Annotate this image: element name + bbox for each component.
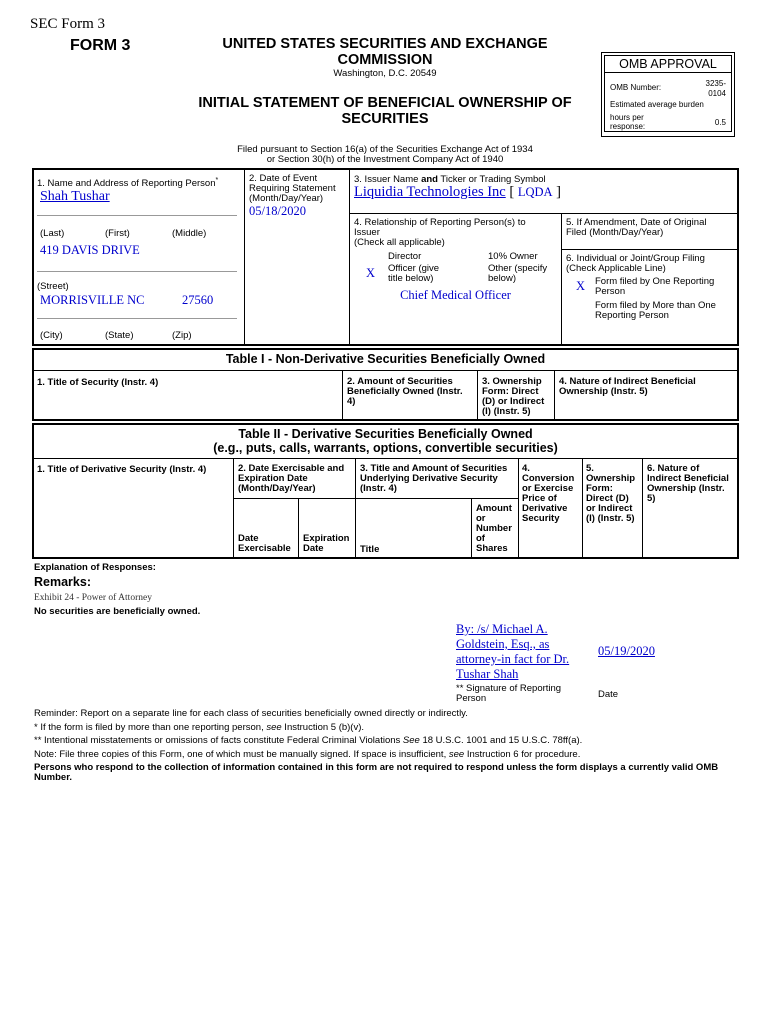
box4-label-line: Issuer <box>354 227 380 238</box>
note3-part: Instruction 6 for procedure. <box>464 749 581 760</box>
table2-col5-line: Direct (D) <box>586 493 629 504</box>
sec-form-label: SEC Form 3 <box>30 16 106 32</box>
note3-see: see <box>448 749 465 760</box>
note1-see: see <box>266 722 282 733</box>
expiration-date-line: Expiration <box>303 533 350 544</box>
reporting-person-link[interactable]: Shah Tushar <box>40 189 110 204</box>
table2-title-line: Table II - Derivative Securities Beneficially Owned <box>238 427 533 441</box>
officer-title-value: Chief Medical Officer <box>400 288 511 302</box>
persons-respond-line: Number. <box>34 772 73 783</box>
table2-col4-line: 4. <box>522 463 530 474</box>
bracket-open: [ <box>509 184 515 200</box>
table2-title-line: (e.g., puts, calls, warrants, options, convertible securities) <box>213 441 558 455</box>
signature-line: By: /s/ Michael A. <box>456 622 548 636</box>
table2-col2-header <box>238 464 344 494</box>
officer-label-line: Officer (give <box>388 263 440 274</box>
table1-col2-line: Beneficially Owned (Instr. <box>347 386 463 397</box>
remarks-label: Remarks: <box>34 575 91 589</box>
amount-shares-header <box>476 504 512 554</box>
signature-value <box>456 622 569 682</box>
bracket-close: ] <box>556 184 562 200</box>
one-person-check-mark: X <box>576 279 586 293</box>
issuer-link[interactable]: Liquidia Technologies Inc <box>354 184 506 200</box>
table1-col2-line: 4) <box>347 396 356 407</box>
more-persons-label <box>595 301 716 321</box>
table2-col3-line: Underlying Derivative Security <box>360 473 498 484</box>
table1-col4-line: Ownership (Instr. 5) <box>559 386 648 397</box>
omb-hours-part: hours per <box>610 113 644 122</box>
signature-label <box>456 684 561 704</box>
omb-burden-label: Estimated average burden <box>610 100 704 109</box>
agency-title <box>170 36 600 68</box>
box2-label-line: 2. Date of Event <box>249 173 318 184</box>
officer-check-mark: X <box>366 266 376 280</box>
reminder-text: Reminder: Report on a separate line for each class of securities beneficially owned directly or indirectly. <box>34 708 468 719</box>
issuer-line <box>354 184 561 201</box>
other-label-line: below) <box>488 273 516 284</box>
omb-hours-label <box>610 113 645 131</box>
signature-line: Tushar Shah <box>456 667 519 681</box>
table1-col2-line: 2. Amount of Securities <box>347 376 453 387</box>
note2-text <box>34 735 582 746</box>
table2-col2-line: 2. Date Exercisable and <box>238 463 345 474</box>
more-persons-line: Reporting Person <box>595 310 669 321</box>
form-title <box>170 95 600 127</box>
event-date-value: 05/18/2020 <box>249 204 306 218</box>
table2-col6-line: 5) <box>647 493 656 504</box>
amount-shares-line: of <box>476 533 485 544</box>
table2-col4-line: Conversion <box>522 473 575 484</box>
address-value: 419 DAVIS DRIVE <box>40 243 140 257</box>
signature-label-line: ** Signature of Reporting <box>456 683 562 694</box>
box2-label-line: Requiring Statement <box>249 183 336 194</box>
omb-number-part: 0104 <box>708 89 726 98</box>
table1-col2-header <box>347 377 463 407</box>
officer-label-line: title below) <box>388 273 434 284</box>
table2-col5-line: or Indirect <box>586 503 633 514</box>
box5-label <box>566 218 706 238</box>
agency-location: Washington, D.C. 20549 <box>333 68 437 79</box>
note3-text <box>34 749 580 760</box>
box3-label-and: and <box>421 174 438 185</box>
title-header: Title <box>360 544 380 555</box>
agency-line: UNITED STATES SECURITIES AND EXCHANGE <box>222 36 548 52</box>
date-exercisable-line: Exercisable <box>238 543 291 554</box>
box2-label-line: (Month/Day/Year) <box>249 193 324 204</box>
note2-see: See <box>402 735 420 746</box>
street-label: (Street) <box>37 281 69 292</box>
omb-hours-part: response: <box>610 122 646 131</box>
table1-title: Table I - Non-Derivative Securities Beneficially Owned <box>225 352 546 366</box>
form-number: FORM 3 <box>70 37 131 54</box>
omb-number-label: OMB Number: <box>610 83 662 92</box>
note2-part: ** Intentional misstatements or omissions of facts constitute Federal Criminal Violations <box>34 735 403 746</box>
table2-col3-line: 3. Title and Amount of Securities <box>360 463 508 474</box>
table2-col5-line: Form: <box>586 483 613 494</box>
amount-shares-line: Number <box>476 523 512 534</box>
signature-line: attorney-in fact for Dr. <box>456 652 570 666</box>
note1-part: Instruction 5 (b)(v). <box>281 722 365 733</box>
persons-respond-text <box>34 763 744 783</box>
table2-col3-line: (Instr. 4) <box>360 483 397 494</box>
date-exercisable-header <box>238 534 291 554</box>
signature-line: Goldstein, Esq., as <box>456 637 550 651</box>
ten-pct-owner-label: 10% Owner <box>488 251 538 262</box>
omb-hours-value: 0.5 <box>714 118 726 127</box>
note1-part: * If the form is filed by more than one reporting person, <box>34 722 267 733</box>
middle-label: (Middle) <box>172 228 207 239</box>
explanation-label: Explanation of Responses: <box>34 562 156 573</box>
table2-col4-line: Derivative <box>522 503 568 514</box>
state-label: (State) <box>105 330 134 341</box>
box1-label <box>37 177 218 189</box>
table2-col5-header <box>586 464 635 524</box>
more-persons-line: Form filed by More than One <box>595 300 716 311</box>
table2-col5-line: Ownership <box>586 473 636 484</box>
box1-asterisk: * <box>215 177 219 184</box>
expiration-date-line: Date <box>303 543 324 554</box>
box3-label-text: 3. Issuer Name <box>354 174 422 185</box>
exhibit-text: Exhibit 24 - Power of Attorney <box>34 593 152 603</box>
agency-line: COMMISSION <box>337 52 433 68</box>
omb-number-value <box>706 79 726 99</box>
zip-label: (Zip) <box>172 330 192 341</box>
box2-label <box>249 174 336 204</box>
date-exercisable-line: Date <box>238 533 259 544</box>
form-title-line: INITIAL STATEMENT OF BENEFICIAL OWNERSHIP OF <box>198 95 572 111</box>
table2-col6-line: Ownership (Instr. <box>647 483 725 494</box>
table2-col5-line: (I) (Instr. 5) <box>586 513 635 524</box>
table2-col2-line: (Month/Day/Year) <box>238 483 316 494</box>
table1-col3-header <box>482 377 544 417</box>
box4-label <box>354 218 526 248</box>
officer-label <box>388 264 439 284</box>
table2-col6-header <box>647 464 729 504</box>
box4-label-line: 4. Relationship of Reporting Person(s) to <box>354 217 526 228</box>
one-person-line: Form filed by One Reporting <box>595 276 715 287</box>
table1-col3-line: Form: Direct <box>482 386 539 397</box>
box5-label-line: 5. If Amendment, Date of Original <box>566 217 707 228</box>
table1-col3-line: 3. Ownership <box>482 376 542 387</box>
city-label: (City) <box>40 330 63 341</box>
table2-col6-line: 6. Nature of <box>647 463 700 474</box>
filed-line: Filed pursuant to Section 16(a) of the Securities Exchange Act of 1934 <box>237 144 533 155</box>
box4-label-line: (Check all applicable) <box>354 237 445 248</box>
other-label-line: Other (specify <box>488 263 548 274</box>
one-person-label <box>595 277 714 297</box>
box6-label <box>566 254 705 274</box>
box5-label-line: Filed (Month/Day/Year) <box>566 227 664 238</box>
table1-col4-line: 4. Nature of Indirect Beneficial <box>559 376 696 387</box>
omb-title: OMB APPROVAL <box>604 56 732 73</box>
table2-col4-line: or Exercise <box>522 483 574 494</box>
table2-col3-header <box>360 464 507 494</box>
box6-label-line: 6. Individual or Joint/Group Filing <box>566 253 705 264</box>
note3-part: Note: File three copies of this Form, one of which must be manually signed. If space is insufficient, <box>34 749 449 760</box>
form-title-line: SECURITIES <box>341 111 429 127</box>
table2-col6-line: Indirect Beneficial <box>647 473 729 484</box>
persons-respond-line: Persons who respond to the collection of information contained in this form are not required to respond unless the form displays a currently valid OMB <box>34 762 719 773</box>
table1-col3-line: (I) (Instr. 5) <box>482 406 531 417</box>
first-label: (First) <box>105 228 130 239</box>
table2-col4-line: Price of <box>522 493 557 504</box>
table2-col2-line: Expiration Date <box>238 473 308 484</box>
filed-line: or Section 30(h) of the Investment Company Act of 1940 <box>266 154 504 165</box>
ticker-link[interactable]: LQDA <box>517 185 553 199</box>
box1-label-text: 1. Name and Address of Reporting Person <box>37 178 216 190</box>
no-securities-text: No securities are beneficially owned. <box>34 606 201 617</box>
table2-title <box>32 427 739 455</box>
table1-col4-header <box>559 377 696 397</box>
date-label: Date <box>598 689 619 700</box>
last-label: (Last) <box>40 228 65 239</box>
amount-shares-line: or <box>476 513 486 524</box>
table1-col3-line: (D) or Indirect <box>482 396 545 407</box>
box6-label-line: (Check Applicable Line) <box>566 263 666 274</box>
signature-date-value: 05/19/2020 <box>598 644 655 658</box>
amount-shares-line: Amount <box>476 503 512 514</box>
table2-col5-line: 5. <box>586 463 594 474</box>
filed-pursuant <box>170 145 600 165</box>
note1-text <box>34 722 364 733</box>
table2-col1-header: 1. Title of Derivative Security (Instr. 4) <box>37 464 207 475</box>
omb-approval-box <box>601 52 735 137</box>
director-label: Director <box>388 251 422 262</box>
table2-col4-header <box>522 464 574 524</box>
omb-number-part: 3235- <box>705 79 726 88</box>
amount-shares-line: Shares <box>476 543 508 554</box>
one-person-line: Person <box>595 286 626 297</box>
table2-col4-line: Security <box>522 513 560 524</box>
box3-label-text: Ticker or Trading Symbol <box>437 174 546 185</box>
signature-label-line: Person <box>456 693 487 704</box>
zip-value: 27560 <box>182 293 214 307</box>
note2-part: 18 U.S.C. 1001 and 15 U.S.C. 78ff(a). <box>419 735 583 746</box>
expiration-date-header <box>303 534 349 554</box>
city-state-value: MORRISVILLE NC <box>40 293 145 307</box>
table1-col1-header: 1. Title of Security (Instr. 4) <box>37 377 159 388</box>
other-label <box>488 264 547 284</box>
